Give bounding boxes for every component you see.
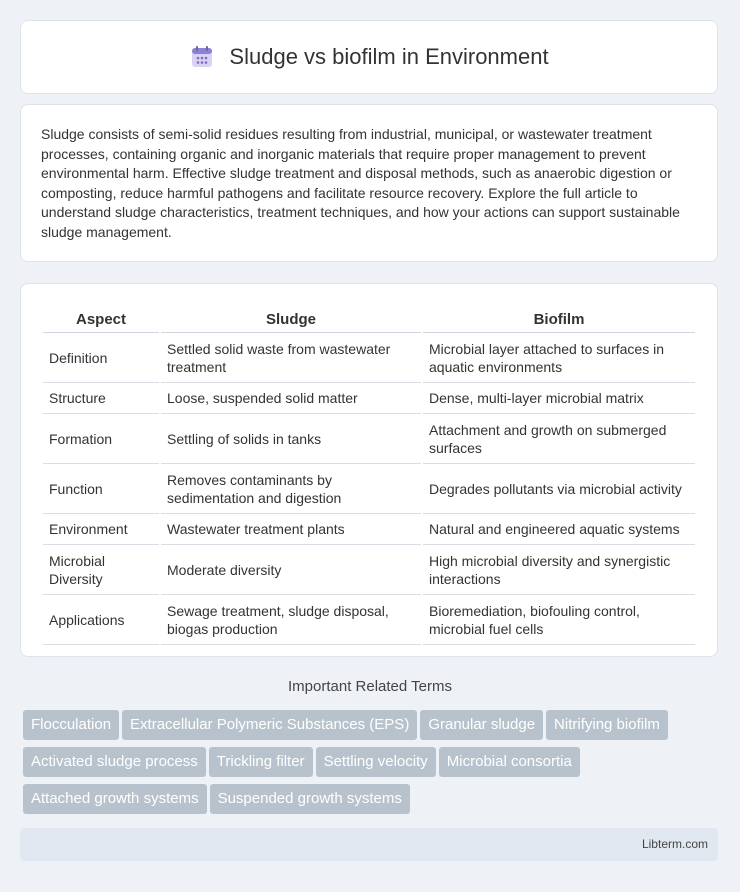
related-term-tag[interactable]: Flocculation bbox=[23, 710, 119, 740]
row-aspect: Definition bbox=[43, 333, 159, 383]
row-sludge: Moderate diversity bbox=[161, 545, 421, 595]
row-biofilm: Bioremediation, biofouling control, microbial fuel cells bbox=[423, 595, 695, 645]
related-terms-list bbox=[23, 710, 723, 821]
row-biofilm: Dense, multi-layer microbial matrix bbox=[423, 383, 695, 414]
title-card bbox=[20, 20, 718, 94]
row-aspect: Function bbox=[43, 464, 159, 514]
table-row bbox=[43, 464, 695, 514]
related-term-tag[interactable]: Trickling filter bbox=[209, 747, 313, 777]
row-sludge: Removes contaminants by sedimentation and digestion bbox=[161, 464, 421, 514]
related-term-tag[interactable]: Granular sludge bbox=[420, 710, 543, 740]
row-biofilm: Natural and engineered aquatic systems bbox=[423, 514, 695, 545]
table-header-row bbox=[43, 304, 695, 333]
row-aspect: Formation bbox=[43, 414, 159, 464]
footer-site-link[interactable]: Libterm.com bbox=[641, 837, 708, 851]
related-term-tag[interactable]: Extracellular Polymeric Substances (EPS) bbox=[122, 710, 417, 740]
related-terms-title: Important Related Terms bbox=[288, 678, 452, 695]
table-row bbox=[43, 333, 695, 383]
related-term-tag[interactable]: Suspended growth systems bbox=[210, 784, 410, 814]
calendar-icon bbox=[189, 44, 215, 70]
table-row bbox=[43, 514, 695, 545]
intro-text: Sludge consists of semi-solid residues resulting from industrial, municipal, or wastewater treatment processes, containing organic and inorganic materials that require proper management to prevent environmental harm. Effective sludge treatment and disposal methods, such as anaerobic digestion or composting, reduce harmful pathogens and facilitate resource recovery. Explore the full article to understand sludge characteristics, treatment techniques, and how your actions can support sustainable sludge management. bbox=[41, 126, 680, 240]
table-row bbox=[43, 414, 695, 464]
row-biofilm: Degrades pollutants via microbial activity bbox=[423, 464, 695, 514]
row-aspect: Applications bbox=[43, 595, 159, 645]
comparison-table bbox=[41, 304, 697, 645]
row-sludge: Settling of solids in tanks bbox=[161, 414, 421, 464]
comparison-table-card bbox=[20, 283, 718, 657]
row-biofilm: Attachment and growth on submerged surfaces bbox=[423, 414, 695, 464]
footer bbox=[20, 828, 718, 861]
related-term-tag[interactable]: Attached growth systems bbox=[23, 784, 207, 814]
row-sludge: Loose, suspended solid matter bbox=[161, 383, 421, 414]
related-term-tag[interactable]: Activated sludge process bbox=[23, 747, 206, 777]
page-title: Sludge vs biofilm in Environment bbox=[229, 44, 549, 69]
row-sludge: Sewage treatment, sludge disposal, biogas production bbox=[161, 595, 421, 645]
row-sludge: Settled solid waste from wastewater treatment bbox=[161, 333, 421, 383]
header-biofilm: Biofilm bbox=[423, 304, 695, 333]
related-term-tag[interactable]: Nitrifying biofilm bbox=[546, 710, 668, 740]
row-biofilm: Microbial layer attached to surfaces in aquatic environments bbox=[423, 333, 695, 383]
header-sludge: Sludge bbox=[161, 304, 421, 333]
row-aspect: Structure bbox=[43, 383, 159, 414]
row-sludge: Wastewater treatment plants bbox=[161, 514, 421, 545]
table-row bbox=[43, 545, 695, 595]
related-term-tag[interactable]: Settling velocity bbox=[316, 747, 436, 777]
table-row bbox=[43, 383, 695, 414]
table-row bbox=[43, 595, 695, 645]
row-aspect: Microbial Diversity bbox=[43, 545, 159, 595]
header-aspect: Aspect bbox=[43, 304, 159, 333]
related-term-tag[interactable]: Microbial consortia bbox=[439, 747, 580, 777]
row-biofilm: High microbial diversity and synergistic interactions bbox=[423, 545, 695, 595]
intro-card bbox=[20, 104, 718, 262]
row-aspect: Environment bbox=[43, 514, 159, 545]
